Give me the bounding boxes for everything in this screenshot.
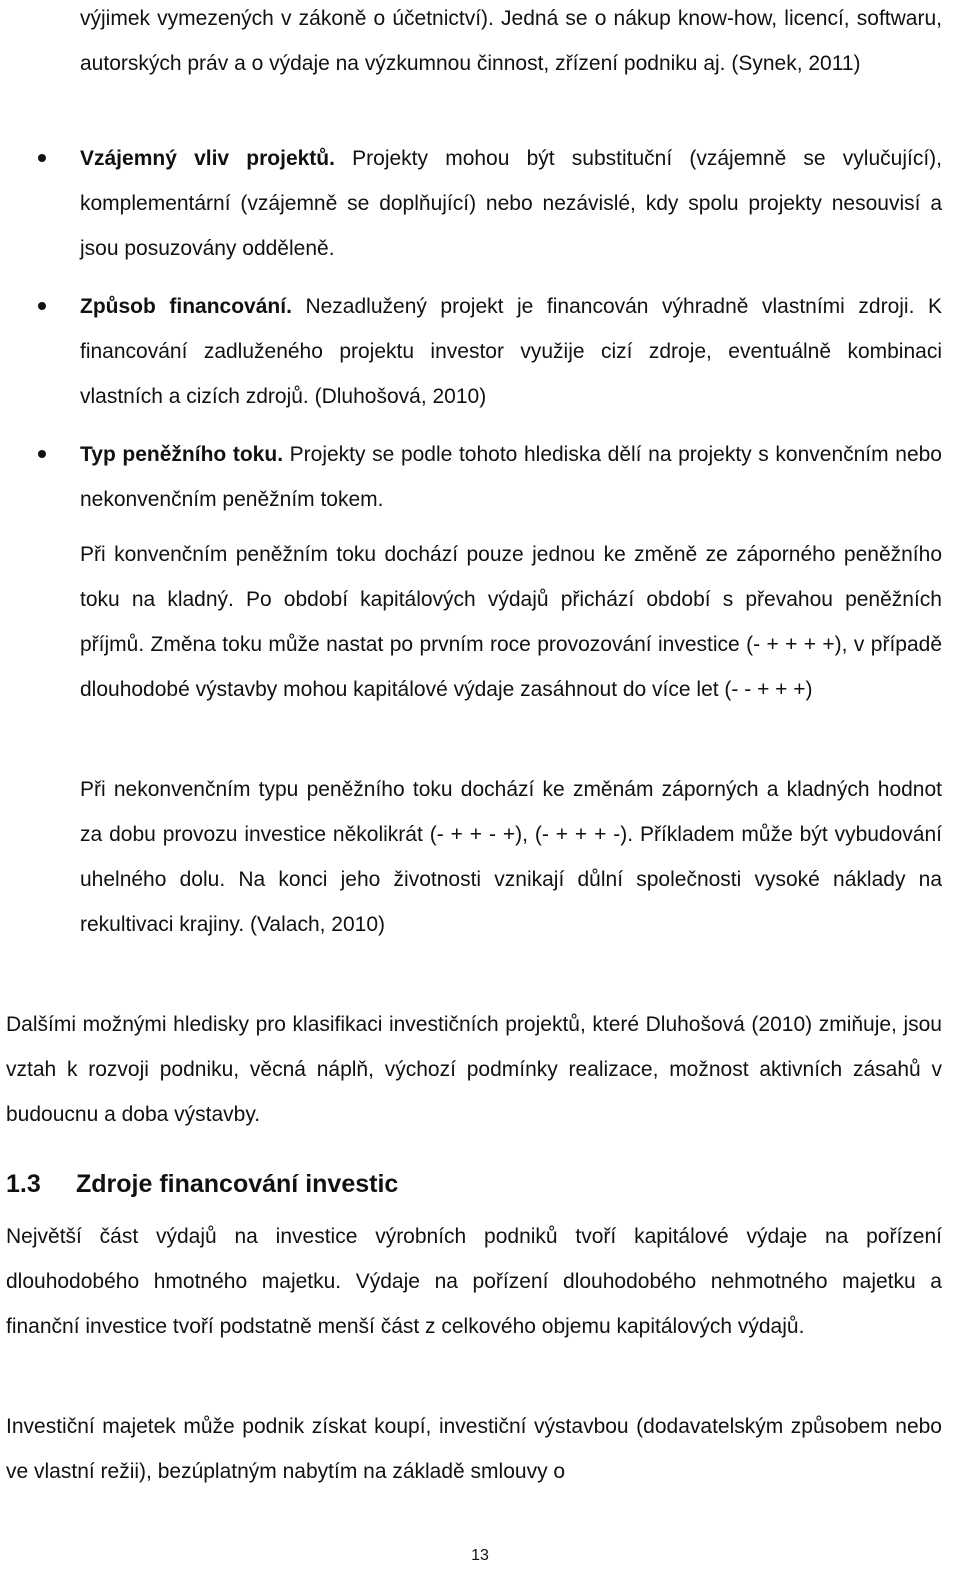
bullet-dot-icon <box>38 302 46 310</box>
section-heading <box>6 1162 398 1207</box>
section-paragraph-1: Největší část výdajů na investice výrobních podniků tvoří kapitálové výdaje na pořízení dlouhodobého hmotného majetku. Výdaje na pořízení dlouhodobého nehmotného majetku a finanční investice tvoří podstatně menší část z celkového objemu kapitálových výdajů. <box>6 1225 942 1338</box>
nonconventional-cash-flow-paragraph: Při nekonvenčním typu peněžního toku dochází ke změnám záporných a kladných hodnot za dobu provozu investice několikrát (- + + - +), (- + + + -). Příkladem může být vybudování uhelného dolu. Na konci jeho životnosti vznikají důlní společnosti vysoké náklady na rekultivaci krajiny. (Valach, 2010) <box>80 778 942 936</box>
bullet-dot-icon <box>38 450 46 458</box>
bullet-lead: Způsob financování. <box>80 295 292 318</box>
conventional-cash-flow-paragraph: Při konvenčním peněžním toku dochází pouze jednou ke změně ze záporného peněžního toku na kladný. Po období kapitálových výdajů přichází období s převahou peněžních příjmů. Změna toku může nastat po prvním roce provozování investice (- + + + +), v případě dlouhodobé výstavby mohou kapitálové výdaje zasáhnout do více let (- - + + +) <box>80 543 942 701</box>
section-title: Zdroje financování investic <box>76 1170 399 1198</box>
bullet-text <box>80 432 942 522</box>
page-number: 13 <box>471 1547 489 1564</box>
bullet-dot-icon <box>38 154 46 162</box>
bullet-body: Projekty se podle tohoto hlediska dělí na projekty s konvenčním nebo nekonvenčním peněžním tokem. <box>80 443 942 511</box>
bullet-body: Projekty mohou být substituční (vzájemně se vylučující), komplementární (vzájemně se doplňující) nebo nezávislé, kdy spolu projekty nesouvisí a jsou posuzovány odděleně. <box>80 147 942 260</box>
intro-continuation-paragraph: výjimek vymezených v zákoně o účetnictví). Jedná se o nákup know-how, licencí, softwaru, autorských práv a o výdaje na výzkumnou činnost, zřízení podniku aj. (Synek, 2011) <box>80 7 942 75</box>
bullet-text <box>80 284 942 419</box>
bullet-body: Nezadlužený projekt je financován výhradně vlastními zdroji. K financování zadluženého projektu investor využije cizí zdroje, eventuálně kombinaci vlastních a cizích zdrojů. (Dluhošová, 2010) <box>80 295 942 408</box>
section-paragraph-2: Investiční majetek může podnik získat koupí, investiční výstavbou (dodavatelským způsobem nebo ve vlastní režii), bezúplatným nabytím na základě smlouvy o <box>6 1415 942 1483</box>
bullet-lead: Vzájemný vliv projektů. <box>80 147 335 170</box>
other-criteria-paragraph: Dalšími možnými hledisky pro klasifikaci investičních projektů, které Dluhošová (2010) zmiňuje, jsou vztah k rozvoji podniku, věcná náplň, výchozí podmínky realizace, možnost aktivních zásahů v budoucnu a doba výstavby. <box>6 1013 942 1126</box>
bullet-text <box>80 136 942 271</box>
section-number: 1.3 <box>6 1170 41 1198</box>
bullet-lead: Typ peněžního toku. <box>80 443 284 466</box>
